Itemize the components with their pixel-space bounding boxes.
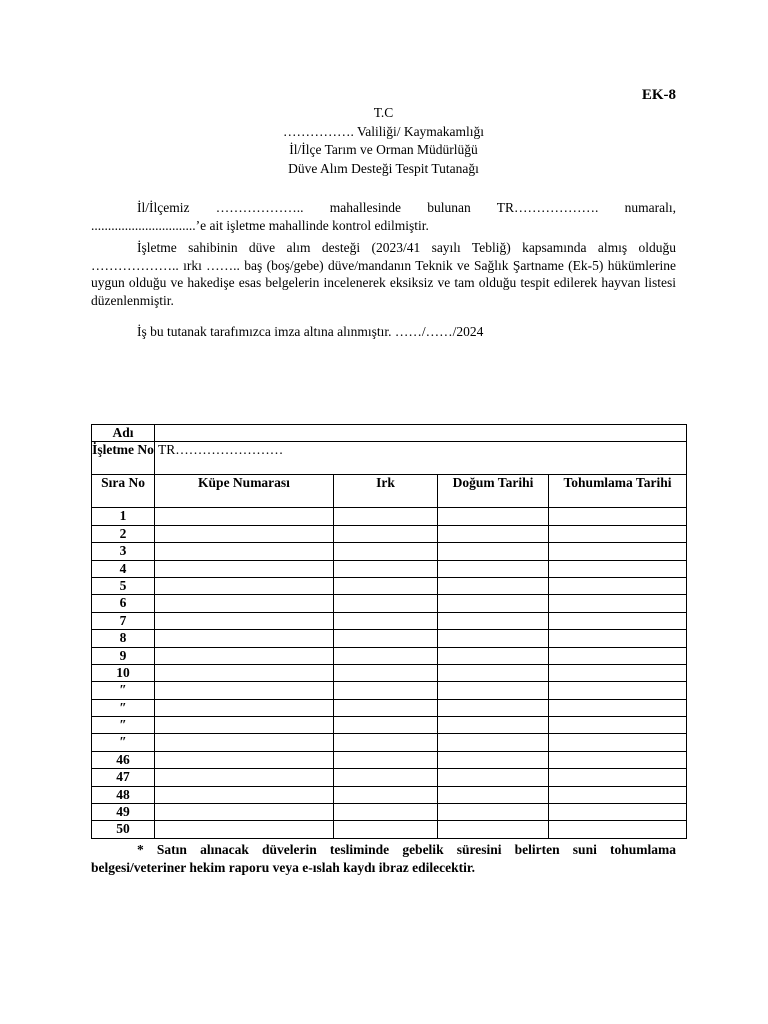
- row-number: 8: [92, 630, 155, 647]
- breed-cell[interactable]: [334, 751, 438, 768]
- ear-tag-cell[interactable]: [155, 804, 334, 821]
- row-number: 50: [92, 821, 155, 838]
- birth-date-cell[interactable]: [438, 769, 549, 786]
- birth-date-cell[interactable]: [438, 595, 549, 612]
- birth-date-cell[interactable]: [438, 734, 549, 751]
- table-row: [92, 699, 687, 716]
- paragraph-inspection: İl/İlçemiz ……………….. mahallesinde bulunan TR………………. numaralı, ...............................’e ait işletme mahallinde kontrol edilmiştir.: [91, 200, 676, 233]
- row-number: ″: [92, 717, 155, 734]
- footnote: * Satın alınacak düvelerin tesliminde gebelik süresini belirten suni tohumlama belgesi/veteriner hekim raporu veya e-ıslah kaydı ibraz edilecektir.: [91, 842, 676, 875]
- ear-tag-cell[interactable]: [155, 751, 334, 768]
- insemination-date-cell[interactable]: [549, 769, 687, 786]
- insemination-date-cell[interactable]: [549, 804, 687, 821]
- ear-tag-cell[interactable]: [155, 821, 334, 838]
- column-header-ear-tag: Küpe Numarası: [155, 475, 334, 508]
- header-line-directorate: İl/İlçe Tarım ve Orman Müdürlüğü: [289, 142, 478, 157]
- birth-date-cell[interactable]: [438, 525, 549, 542]
- ear-tag-cell[interactable]: [155, 786, 334, 803]
- table-row: [92, 769, 687, 786]
- insemination-date-cell[interactable]: [549, 543, 687, 560]
- breed-cell[interactable]: [334, 717, 438, 734]
- breed-cell[interactable]: [334, 699, 438, 716]
- table-row: [92, 682, 687, 699]
- row-number: ″: [92, 699, 155, 716]
- table-row: [92, 751, 687, 768]
- row-number: 47: [92, 769, 155, 786]
- row-number: 2: [92, 525, 155, 542]
- table-row: [92, 804, 687, 821]
- table-row: [92, 717, 687, 734]
- insemination-date-cell[interactable]: [549, 577, 687, 594]
- row-number: 49: [92, 804, 155, 821]
- birth-date-cell[interactable]: [438, 630, 549, 647]
- birth-date-cell[interactable]: [438, 804, 549, 821]
- birth-date-cell[interactable]: [438, 786, 549, 803]
- table-header-row: [92, 475, 687, 508]
- insemination-date-cell[interactable]: [549, 595, 687, 612]
- birth-date-cell[interactable]: [438, 821, 549, 838]
- birth-date-cell[interactable]: [438, 647, 549, 664]
- ear-tag-cell[interactable]: [155, 560, 334, 577]
- annex-label: EK-8: [641, 87, 676, 103]
- row-number: ″: [92, 682, 155, 699]
- document-title: Düve Alım Desteği Tespit Tutanağı: [288, 160, 479, 176]
- insemination-date-cell[interactable]: [549, 821, 687, 838]
- breed-cell[interactable]: [334, 525, 438, 542]
- breed-cell[interactable]: [334, 577, 438, 594]
- row-number: ″: [92, 734, 155, 751]
- ear-tag-cell[interactable]: [155, 647, 334, 664]
- ear-tag-cell[interactable]: [155, 717, 334, 734]
- document-header: [91, 104, 676, 178]
- breed-cell[interactable]: [334, 560, 438, 577]
- animal-list-table: [91, 424, 687, 839]
- row-number: 7: [92, 612, 155, 629]
- table-row: [92, 508, 687, 525]
- ear-tag-cell[interactable]: [155, 612, 334, 629]
- insemination-date-cell[interactable]: [549, 699, 687, 716]
- breed-cell[interactable]: [334, 630, 438, 647]
- row-number: 1: [92, 508, 155, 525]
- table-row: [92, 786, 687, 803]
- row-number: 6: [92, 595, 155, 612]
- farm-no-value[interactable]: TR……………………: [155, 442, 687, 475]
- table-row: [92, 543, 687, 560]
- table-row: [92, 560, 687, 577]
- birth-date-cell[interactable]: [438, 682, 549, 699]
- table-row: [92, 630, 687, 647]
- insemination-date-cell[interactable]: [549, 525, 687, 542]
- column-header-breed: Irk: [334, 475, 438, 508]
- name-label: Adı: [92, 425, 155, 442]
- insemination-date-cell[interactable]: [549, 664, 687, 681]
- breed-cell[interactable]: [334, 769, 438, 786]
- ear-tag-cell[interactable]: [155, 664, 334, 681]
- insemination-date-cell[interactable]: [549, 682, 687, 699]
- breed-cell[interactable]: [334, 821, 438, 838]
- birth-date-cell[interactable]: [438, 508, 549, 525]
- insemination-date-cell[interactable]: [549, 751, 687, 768]
- birth-date-cell[interactable]: [438, 664, 549, 681]
- birth-date-cell[interactable]: [438, 699, 549, 716]
- breed-cell[interactable]: [334, 508, 438, 525]
- header-line-governorship: ……………. Valiliği/ Kaymakamlığı: [282, 123, 485, 139]
- birth-date-cell[interactable]: [438, 717, 549, 734]
- table-row: [92, 647, 687, 664]
- row-number: 10: [92, 664, 155, 681]
- ear-tag-cell[interactable]: [155, 699, 334, 716]
- birth-date-cell[interactable]: [438, 543, 549, 560]
- name-value-cell[interactable]: [155, 425, 687, 442]
- ear-tag-cell[interactable]: [155, 595, 334, 612]
- table-row: [92, 734, 687, 751]
- farm-no-label: İşletme No: [92, 442, 155, 475]
- birth-date-cell[interactable]: [438, 612, 549, 629]
- breed-cell[interactable]: [334, 543, 438, 560]
- header-line-tc: T.C: [373, 105, 394, 120]
- ear-tag-cell[interactable]: [155, 769, 334, 786]
- insemination-date-cell[interactable]: [549, 630, 687, 647]
- breed-cell[interactable]: [334, 647, 438, 664]
- table-row-name: [92, 425, 687, 442]
- row-number: 9: [92, 647, 155, 664]
- insemination-date-cell[interactable]: [549, 717, 687, 734]
- ear-tag-cell[interactable]: [155, 525, 334, 542]
- paragraph-signature-date: İş bu tutanak tarafımızca imza altına alınmıştır. ……/……/2024: [137, 324, 484, 339]
- breed-cell[interactable]: [334, 682, 438, 699]
- insemination-date-cell[interactable]: [549, 508, 687, 525]
- insemination-date-cell[interactable]: [549, 612, 687, 629]
- row-number: 5: [92, 577, 155, 594]
- table-row: [92, 525, 687, 542]
- breed-cell[interactable]: [334, 612, 438, 629]
- table-row: [92, 821, 687, 838]
- row-number: 48: [92, 786, 155, 803]
- ear-tag-cell[interactable]: [155, 543, 334, 560]
- row-number: 46: [92, 751, 155, 768]
- row-number: 4: [92, 560, 155, 577]
- breed-cell[interactable]: [334, 786, 438, 803]
- table-row-farm-no: [92, 442, 687, 475]
- column-header-row-no: Sıra No: [92, 475, 155, 508]
- ear-tag-cell[interactable]: [155, 682, 334, 699]
- insemination-date-cell[interactable]: [549, 647, 687, 664]
- table-row: [92, 612, 687, 629]
- ear-tag-cell[interactable]: [155, 630, 334, 647]
- breed-cell[interactable]: [334, 595, 438, 612]
- row-number: 3: [92, 543, 155, 560]
- breed-cell[interactable]: [334, 734, 438, 751]
- insemination-date-cell[interactable]: [549, 560, 687, 577]
- table-row: [92, 595, 687, 612]
- birth-date-cell[interactable]: [438, 577, 549, 594]
- breed-cell[interactable]: [334, 804, 438, 821]
- ear-tag-cell[interactable]: [155, 734, 334, 751]
- insemination-date-cell[interactable]: [549, 786, 687, 803]
- breed-cell[interactable]: [334, 664, 438, 681]
- ear-tag-cell[interactable]: [155, 577, 334, 594]
- birth-date-cell[interactable]: [438, 751, 549, 768]
- ear-tag-cell[interactable]: [155, 508, 334, 525]
- table-row: [92, 577, 687, 594]
- insemination-date-cell[interactable]: [549, 734, 687, 751]
- birth-date-cell[interactable]: [438, 560, 549, 577]
- paragraph-declaration: İşletme sahibinin düve alım desteği (2023/41 sayılı Tebliğ) kapsamında almış olduğu ……………….. ırkı …….. baş (boş/gebe) düve/mandanın Teknik ve Sağlık Şartname (Ek-5) hükümlerine uygun olduğu ve hakedişe esas belgelerin incelenerek eksiksiz ve tam olduğu tespit edilerek hayvan listesi düzenlenmiştir.: [91, 240, 676, 308]
- table-row: [92, 664, 687, 681]
- column-header-birth-date: Doğum Tarihi: [438, 475, 549, 508]
- column-header-insemination-date: Tohumlama Tarihi: [549, 475, 687, 508]
